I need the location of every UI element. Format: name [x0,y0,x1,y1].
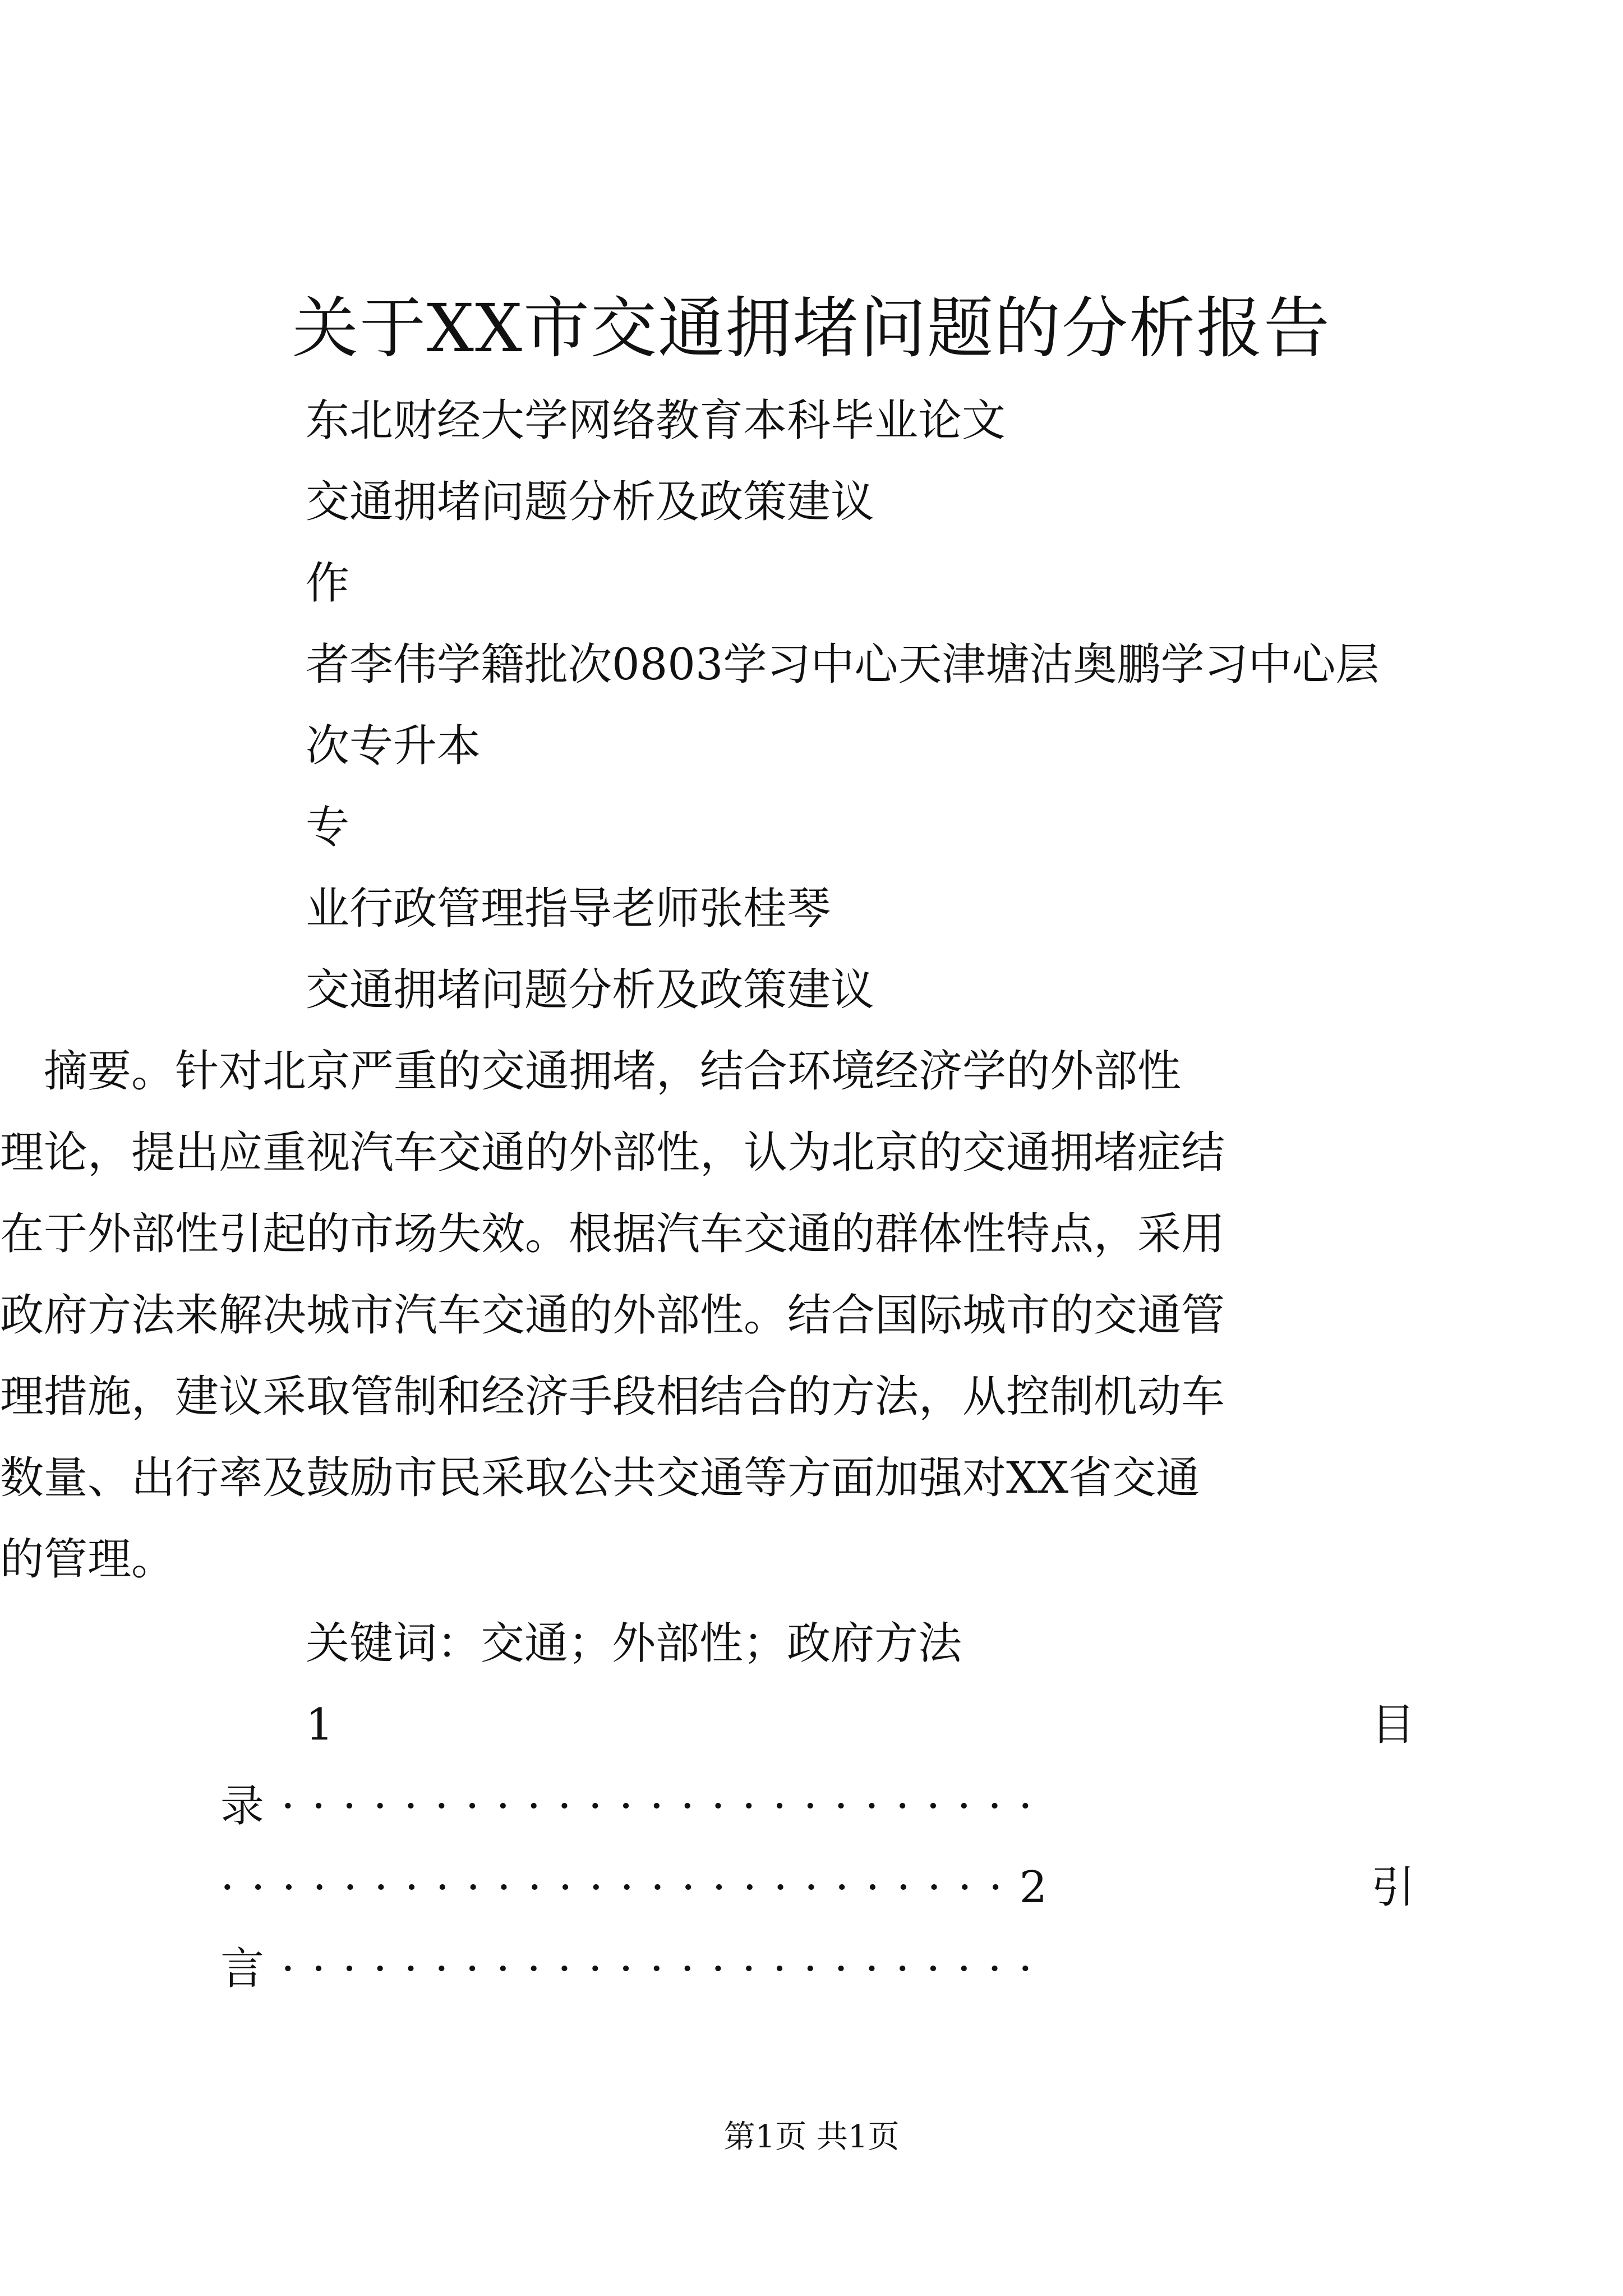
abstract-row: 政府方法来解决城市汽车交通的外部性。结合国际城市的交通管 [0,1290,1225,1341]
abstract-row: 的管理。 [0,1534,176,1585]
text-line-thesis-title: 交通拥堵问题分析及政策建议 [306,477,875,527]
text-line-major-advisor: 业行政管理指导老师张桂琴 [306,884,831,934]
toc-leader-line: 言························· [220,1944,1049,1994]
toc-page-number: 1 [306,1700,334,1750]
text-line-university: 东北财经大学网络教育本科毕业论文 [306,395,1006,446]
text-line-level: 次专升本 [306,721,481,771]
text-line-thesis-title-repeat: 交通拥堵问题分析及政策建议 [306,965,875,1015]
document-title: 关于XX市交通拥堵问题的分析报告 [292,289,1331,367]
text-line-major-label: 专 [306,802,350,853]
toc-heading-char: 引 [1371,1862,1415,1913]
toc-leader-line: 录························· [220,1781,1049,1832]
toc-row [220,1778,1415,1834]
keywords-line: 关键词：交通；外部性；政府方法 [306,1618,962,1669]
toc-leader-line: ··························2 [220,1862,1064,1913]
text-line-author-label: 作 [306,558,350,609]
toc-row [220,1697,1415,1753]
abstract-row: 摘要。针对北京严重的交通拥堵，结合环境经济学的外部性 [0,1046,1182,1097]
abstract-row: 数量、出行率及鼓励市民采取公共交通等方面加强对XX省交通 [0,1453,1200,1503]
text-line-author-info: 者李伟学籍批次0803学习中心天津塘沽奥鹏学习中心层 [306,639,1380,690]
toc-row [220,1941,1415,1997]
toc-heading-char: 目 [1371,1700,1415,1750]
abstract-row: 理措施，建议采取管制和经济手段相结合的方法，从控制机动车 [0,1372,1225,1422]
abstract-row: 在于外部性引起的市场失效。根据汽车交通的群体性特点，采用 [0,1209,1225,1259]
abstract-row: 理论，提出应重视汽车交通的外部性，认为北京的交通拥堵症结 [0,1128,1225,1178]
page-footer: 第1页 共1页 [723,2119,900,2155]
toc-row [220,1860,1415,1916]
